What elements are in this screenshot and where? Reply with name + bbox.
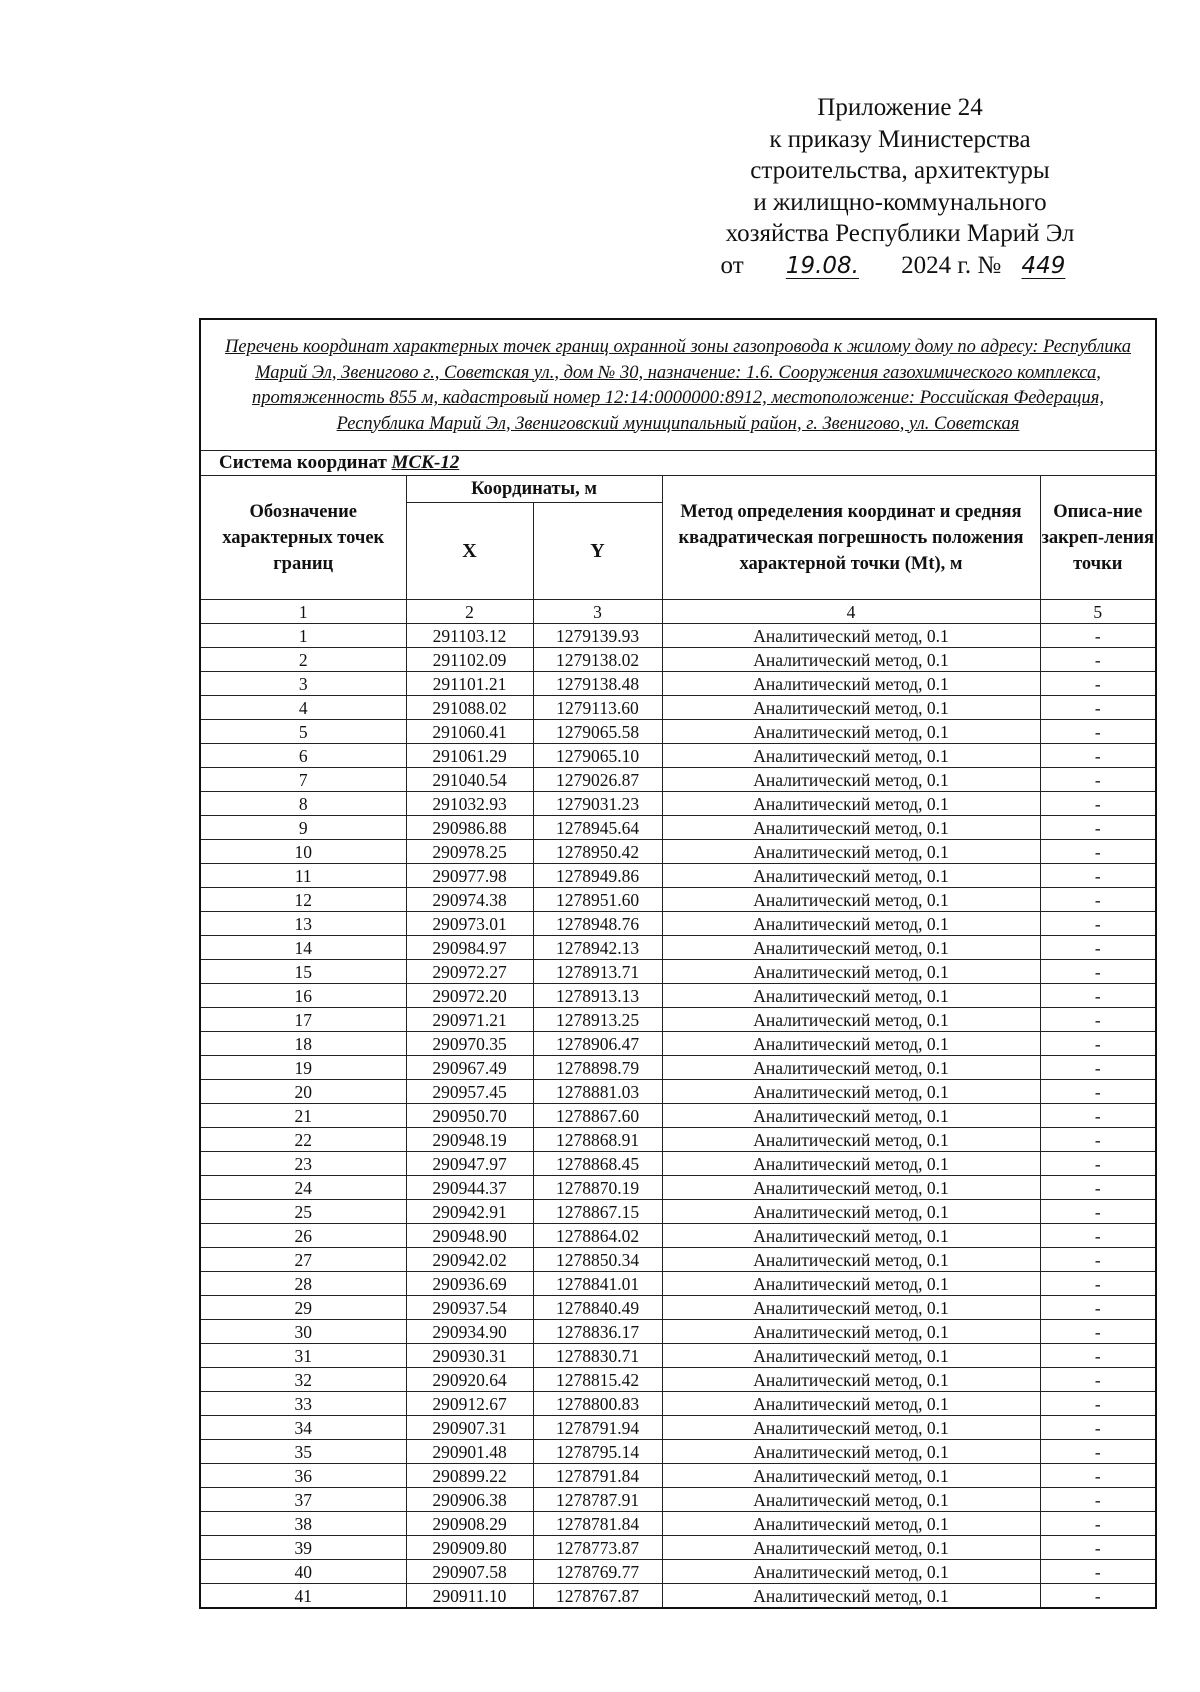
description-cell: - [1040, 864, 1156, 888]
y-cell: 1279138.02 [533, 648, 662, 672]
method-cell: Аналитический метод, 0.1 [662, 888, 1040, 912]
description-cell: - [1040, 1104, 1156, 1128]
description-cell: - [1040, 1392, 1156, 1416]
x-cell: 290942.91 [406, 1200, 533, 1224]
y-cell: 1278951.60 [533, 888, 662, 912]
method-cell: Аналитический метод, 0.1 [662, 1536, 1040, 1560]
table-title-row [200, 319, 1156, 451]
x-cell: 290930.31 [406, 1344, 533, 1368]
y-cell: 1278800.83 [533, 1392, 662, 1416]
y-cell: 1278850.34 [533, 1248, 662, 1272]
x-cell: 290942.02 [406, 1248, 533, 1272]
description-cell: - [1040, 1560, 1156, 1584]
point-cell: 27 [200, 1248, 406, 1272]
method-cell: Аналитический метод, 0.1 [662, 1440, 1040, 1464]
x-cell: 290901.48 [406, 1440, 533, 1464]
header-y: Y [533, 503, 662, 600]
point-cell: 8 [200, 792, 406, 816]
method-cell: Аналитический метод, 0.1 [662, 1080, 1040, 1104]
table-row [200, 1392, 1156, 1416]
point-cell: 28 [200, 1272, 406, 1296]
table-row [200, 1512, 1156, 1536]
table-row [200, 1584, 1156, 1609]
description-cell: - [1040, 1320, 1156, 1344]
point-cell: 18 [200, 1032, 406, 1056]
x-cell: 290899.22 [406, 1464, 533, 1488]
header-coords: Координаты, м [406, 476, 662, 503]
point-cell: 39 [200, 1536, 406, 1560]
table-row [200, 1368, 1156, 1392]
x-cell: 290967.49 [406, 1056, 533, 1080]
method-cell: Аналитический метод, 0.1 [662, 1128, 1040, 1152]
point-cell: 20 [200, 1080, 406, 1104]
coordinates-table [199, 318, 1157, 1609]
method-cell: Аналитический метод, 0.1 [662, 1416, 1040, 1440]
table-row [200, 1128, 1156, 1152]
coord-system-row [200, 451, 1156, 476]
x-cell: 290972.20 [406, 984, 533, 1008]
y-cell: 1278867.60 [533, 1104, 662, 1128]
handwritten-order-number: 449 [1021, 252, 1066, 279]
method-cell: Аналитический метод, 0.1 [662, 1152, 1040, 1176]
table-row [200, 864, 1156, 888]
point-cell: 11 [200, 864, 406, 888]
header-order-line: к приказу Министерства [769, 125, 1031, 153]
x-cell: 291103.12 [406, 624, 533, 648]
y-cell: 1278840.49 [533, 1296, 662, 1320]
description-cell: - [1040, 1272, 1156, 1296]
table-row [200, 1200, 1156, 1224]
table-row [200, 1488, 1156, 1512]
point-cell: 41 [200, 1584, 406, 1609]
y-cell: 1278795.14 [533, 1440, 662, 1464]
table-row [200, 624, 1156, 648]
point-cell: 16 [200, 984, 406, 1008]
method-cell: Аналитический метод, 0.1 [662, 1008, 1040, 1032]
description-cell: - [1040, 1440, 1156, 1464]
y-cell: 1279138.48 [533, 672, 662, 696]
table-row [200, 1056, 1156, 1080]
x-cell: 290907.31 [406, 1416, 533, 1440]
coord-system-cell [200, 451, 1156, 476]
y-cell: 1279065.58 [533, 720, 662, 744]
x-cell: 290934.90 [406, 1320, 533, 1344]
y-cell: 1278870.19 [533, 1176, 662, 1200]
table-row [200, 1176, 1156, 1200]
x-cell: 290986.88 [406, 816, 533, 840]
y-cell: 1278898.79 [533, 1056, 662, 1080]
y-cell: 1278781.84 [533, 1512, 662, 1536]
table-row [200, 1296, 1156, 1320]
x-cell: 290947.97 [406, 1152, 533, 1176]
point-cell: 24 [200, 1176, 406, 1200]
description-cell: - [1040, 1488, 1156, 1512]
x-cell: 290972.27 [406, 960, 533, 984]
y-cell: 1278767.87 [533, 1584, 662, 1609]
method-cell: Аналитический метод, 0.1 [662, 624, 1040, 648]
x-cell: 290948.90 [406, 1224, 533, 1248]
y-cell: 1278868.91 [533, 1128, 662, 1152]
description-cell: - [1040, 960, 1156, 984]
x-cell: 291060.41 [406, 720, 533, 744]
table-row [200, 672, 1156, 696]
table-row [200, 648, 1156, 672]
method-cell: Аналитический метод, 0.1 [662, 1488, 1040, 1512]
table-row [200, 1344, 1156, 1368]
x-cell: 290971.21 [406, 1008, 533, 1032]
description-cell: - [1040, 1080, 1156, 1104]
handwritten-date: 19.08. [785, 252, 859, 279]
description-cell: - [1040, 672, 1156, 696]
x-cell: 290912.67 [406, 1392, 533, 1416]
x-cell: 291061.29 [406, 744, 533, 768]
method-cell: Аналитический метод, 0.1 [662, 840, 1040, 864]
method-cell: Аналитический метод, 0.1 [662, 1224, 1040, 1248]
point-cell: 1 [200, 624, 406, 648]
method-cell: Аналитический метод, 0.1 [662, 936, 1040, 960]
method-cell: Аналитический метод, 0.1 [662, 1392, 1040, 1416]
y-cell: 1279065.10 [533, 744, 662, 768]
y-cell: 1278841.01 [533, 1272, 662, 1296]
y-cell: 1278881.03 [533, 1080, 662, 1104]
x-cell: 291088.02 [406, 696, 533, 720]
method-cell: Аналитический метод, 0.1 [662, 1272, 1040, 1296]
x-cell: 291040.54 [406, 768, 533, 792]
y-cell: 1278950.42 [533, 840, 662, 864]
x-cell: 290908.29 [406, 1512, 533, 1536]
description-cell: - [1040, 1152, 1156, 1176]
description-cell: - [1040, 648, 1156, 672]
header-appendix-line: Приложение 24 [817, 94, 983, 121]
y-cell: 1278942.13 [533, 936, 662, 960]
point-cell: 32 [200, 1368, 406, 1392]
method-cell: Аналитический метод, 0.1 [662, 744, 1040, 768]
y-cell: 1278906.47 [533, 1032, 662, 1056]
description-cell: - [1040, 936, 1156, 960]
y-cell: 1278791.84 [533, 1464, 662, 1488]
table-row [200, 1320, 1156, 1344]
description-cell: - [1040, 816, 1156, 840]
description-cell: - [1040, 1200, 1156, 1224]
method-cell: Аналитический метод, 0.1 [662, 696, 1040, 720]
table-row [200, 1080, 1156, 1104]
y-cell: 1278815.42 [533, 1368, 662, 1392]
point-cell: 12 [200, 888, 406, 912]
point-cell: 31 [200, 1344, 406, 1368]
point-cell: 15 [200, 960, 406, 984]
date-year: 2024 г. № [901, 251, 1002, 279]
description-cell: - [1040, 696, 1156, 720]
y-cell: 1278867.15 [533, 1200, 662, 1224]
method-cell: Аналитический метод, 0.1 [662, 1296, 1040, 1320]
x-cell: 290944.37 [406, 1176, 533, 1200]
header-row-1 [200, 476, 1156, 503]
table-row [200, 768, 1156, 792]
document-header [640, 92, 1160, 282]
table-row [200, 696, 1156, 720]
x-cell: 291032.93 [406, 792, 533, 816]
point-cell: 4 [200, 696, 406, 720]
table-title: Перечень координат характерных точек границ охранной зоны газопровода к жилому дому по адресу: Республика Марий Эл, Звенигово г., Советская ул., дом № 30, назначение: 1.6. Сооружения газохимического комплекса, протяженность 855 м, кадастровый номер 12:14:0000000:8912, местоположение: Российская Федерация, Республика Марий Эл, Звениговский муниципальный район, г. Звенигово, ул. Советская [200, 319, 1156, 451]
point-cell: 9 [200, 816, 406, 840]
x-cell: 290957.45 [406, 1080, 533, 1104]
description-cell: - [1040, 1584, 1156, 1609]
table-row [200, 1272, 1156, 1296]
point-cell: 10 [200, 840, 406, 864]
description-cell: - [1040, 1296, 1156, 1320]
description-cell: - [1040, 624, 1156, 648]
method-cell: Аналитический метод, 0.1 [662, 1176, 1040, 1200]
header-description: Описа-ние закреп-ления точки [1040, 476, 1156, 600]
column-number: 3 [533, 600, 662, 624]
method-cell: Аналитический метод, 0.1 [662, 816, 1040, 840]
coord-system-value: МСК-12 [391, 452, 460, 473]
x-cell: 290977.98 [406, 864, 533, 888]
y-cell: 1278830.71 [533, 1344, 662, 1368]
header-ministry-line-3: хозяйства Республики Марий Эл [725, 220, 1075, 247]
description-cell: - [1040, 1368, 1156, 1392]
x-cell: 290909.80 [406, 1536, 533, 1560]
method-cell: Аналитический метод, 0.1 [662, 648, 1040, 672]
description-cell: - [1040, 1248, 1156, 1272]
y-cell: 1278864.02 [533, 1224, 662, 1248]
point-cell: 40 [200, 1560, 406, 1584]
point-cell: 3 [200, 672, 406, 696]
point-cell: 23 [200, 1152, 406, 1176]
description-cell: - [1040, 888, 1156, 912]
point-cell: 21 [200, 1104, 406, 1128]
method-cell: Аналитический метод, 0.1 [662, 1368, 1040, 1392]
header-method: Метод определения координат и средняя квадратическая погрешность положения характерной точки (Mt), м [662, 476, 1040, 600]
method-cell: Аналитический метод, 0.1 [662, 768, 1040, 792]
x-cell: 290907.58 [406, 1560, 533, 1584]
table-row [200, 1440, 1156, 1464]
table-row [200, 1008, 1156, 1032]
description-cell: - [1040, 720, 1156, 744]
x-cell: 290950.70 [406, 1104, 533, 1128]
point-cell: 35 [200, 1440, 406, 1464]
point-cell: 6 [200, 744, 406, 768]
method-cell: Аналитический метод, 0.1 [662, 1344, 1040, 1368]
description-cell: - [1040, 912, 1156, 936]
point-cell: 29 [200, 1296, 406, 1320]
point-cell: 33 [200, 1392, 406, 1416]
description-cell: - [1040, 1512, 1156, 1536]
x-cell: 290936.69 [406, 1272, 533, 1296]
x-cell: 290937.54 [406, 1296, 533, 1320]
table-row [200, 1104, 1156, 1128]
table-row [200, 792, 1156, 816]
y-cell: 1278773.87 [533, 1536, 662, 1560]
description-cell: - [1040, 1032, 1156, 1056]
description-cell: - [1040, 1536, 1156, 1560]
y-cell: 1279113.60 [533, 696, 662, 720]
point-cell: 37 [200, 1488, 406, 1512]
method-cell: Аналитический метод, 0.1 [662, 672, 1040, 696]
table-row [200, 720, 1156, 744]
y-cell: 1278913.13 [533, 984, 662, 1008]
method-cell: Аналитический метод, 0.1 [662, 1512, 1040, 1536]
x-cell: 290978.25 [406, 840, 533, 864]
point-cell: 38 [200, 1512, 406, 1536]
table-row [200, 816, 1156, 840]
point-cell: 30 [200, 1320, 406, 1344]
y-cell: 1278948.76 [533, 912, 662, 936]
method-cell: Аналитический метод, 0.1 [662, 1560, 1040, 1584]
table-row [200, 1152, 1156, 1176]
description-cell: - [1040, 1128, 1156, 1152]
table-row [200, 1248, 1156, 1272]
point-cell: 2 [200, 648, 406, 672]
y-cell: 1279139.93 [533, 624, 662, 648]
point-cell: 17 [200, 1008, 406, 1032]
method-cell: Аналитический метод, 0.1 [662, 1200, 1040, 1224]
point-cell: 25 [200, 1200, 406, 1224]
description-cell: - [1040, 840, 1156, 864]
description-cell: - [1040, 744, 1156, 768]
x-cell: 290906.38 [406, 1488, 533, 1512]
column-number: 4 [662, 600, 1040, 624]
table-row [200, 840, 1156, 864]
header-date-line [721, 250, 1080, 283]
table-row [200, 936, 1156, 960]
y-cell: 1278787.91 [533, 1488, 662, 1512]
method-cell: Аналитический метод, 0.1 [662, 1464, 1040, 1488]
description-cell: - [1040, 1224, 1156, 1248]
table-row [200, 1416, 1156, 1440]
x-cell: 290973.01 [406, 912, 533, 936]
method-cell: Аналитический метод, 0.1 [662, 1056, 1040, 1080]
column-number: 2 [406, 600, 533, 624]
x-cell: 290970.35 [406, 1032, 533, 1056]
description-cell: - [1040, 1056, 1156, 1080]
y-cell: 1278836.17 [533, 1320, 662, 1344]
coord-system-label: Система координат [219, 452, 387, 473]
header-ministry-line: строительства, архитектуры [750, 157, 1050, 184]
column-number: 5 [1040, 600, 1156, 624]
table-row [200, 912, 1156, 936]
point-cell: 7 [200, 768, 406, 792]
table-row [200, 744, 1156, 768]
method-cell: Аналитический метод, 0.1 [662, 912, 1040, 936]
y-cell: 1278945.64 [533, 816, 662, 840]
table-row [200, 1032, 1156, 1056]
x-cell: 290984.97 [406, 936, 533, 960]
point-cell: 13 [200, 912, 406, 936]
table-row [200, 984, 1156, 1008]
table-row [200, 1560, 1156, 1584]
header-x: X [406, 503, 533, 600]
point-cell: 5 [200, 720, 406, 744]
point-cell: 22 [200, 1128, 406, 1152]
point-cell: 14 [200, 936, 406, 960]
description-cell: - [1040, 1464, 1156, 1488]
header-ministry-line-2: и жилищно-коммунального [753, 188, 1047, 216]
x-cell: 290948.19 [406, 1128, 533, 1152]
method-cell: Аналитический метод, 0.1 [662, 1584, 1040, 1609]
point-cell: 26 [200, 1224, 406, 1248]
method-cell: Аналитический метод, 0.1 [662, 720, 1040, 744]
y-cell: 1279031.23 [533, 792, 662, 816]
x-cell: 290974.38 [406, 888, 533, 912]
description-cell: - [1040, 984, 1156, 1008]
description-cell: - [1040, 1176, 1156, 1200]
point-cell: 36 [200, 1464, 406, 1488]
y-cell: 1279026.87 [533, 768, 662, 792]
method-cell: Аналитический метод, 0.1 [662, 1104, 1040, 1128]
method-cell: Аналитический метод, 0.1 [662, 864, 1040, 888]
table-row [200, 888, 1156, 912]
table-row [200, 1224, 1156, 1248]
description-cell: - [1040, 1416, 1156, 1440]
x-cell: 290920.64 [406, 1368, 533, 1392]
table-row [200, 960, 1156, 984]
y-cell: 1278949.86 [533, 864, 662, 888]
description-cell: - [1040, 792, 1156, 816]
method-cell: Аналитический метод, 0.1 [662, 960, 1040, 984]
method-cell: Аналитический метод, 0.1 [662, 984, 1040, 1008]
description-cell: - [1040, 1008, 1156, 1032]
date-prefix: от [720, 251, 744, 279]
x-cell: 290911.10 [406, 1584, 533, 1609]
header-point: Обозначение характерных точек границ [200, 476, 406, 600]
method-cell: Аналитический метод, 0.1 [662, 792, 1040, 816]
x-cell: 291101.21 [406, 672, 533, 696]
y-cell: 1278913.25 [533, 1008, 662, 1032]
column-numbers-row [200, 600, 1156, 624]
method-cell: Аналитический метод, 0.1 [662, 1248, 1040, 1272]
method-cell: Аналитический метод, 0.1 [662, 1032, 1040, 1056]
y-cell: 1278791.94 [533, 1416, 662, 1440]
table-row [200, 1464, 1156, 1488]
y-cell: 1278769.77 [533, 1560, 662, 1584]
y-cell: 1278913.71 [533, 960, 662, 984]
x-cell: 291102.09 [406, 648, 533, 672]
point-cell: 34 [200, 1416, 406, 1440]
point-cell: 19 [200, 1056, 406, 1080]
description-cell: - [1040, 1344, 1156, 1368]
table-row [200, 1536, 1156, 1560]
method-cell: Аналитический метод, 0.1 [662, 1320, 1040, 1344]
y-cell: 1278868.45 [533, 1152, 662, 1176]
description-cell: - [1040, 768, 1156, 792]
column-number: 1 [200, 600, 406, 624]
